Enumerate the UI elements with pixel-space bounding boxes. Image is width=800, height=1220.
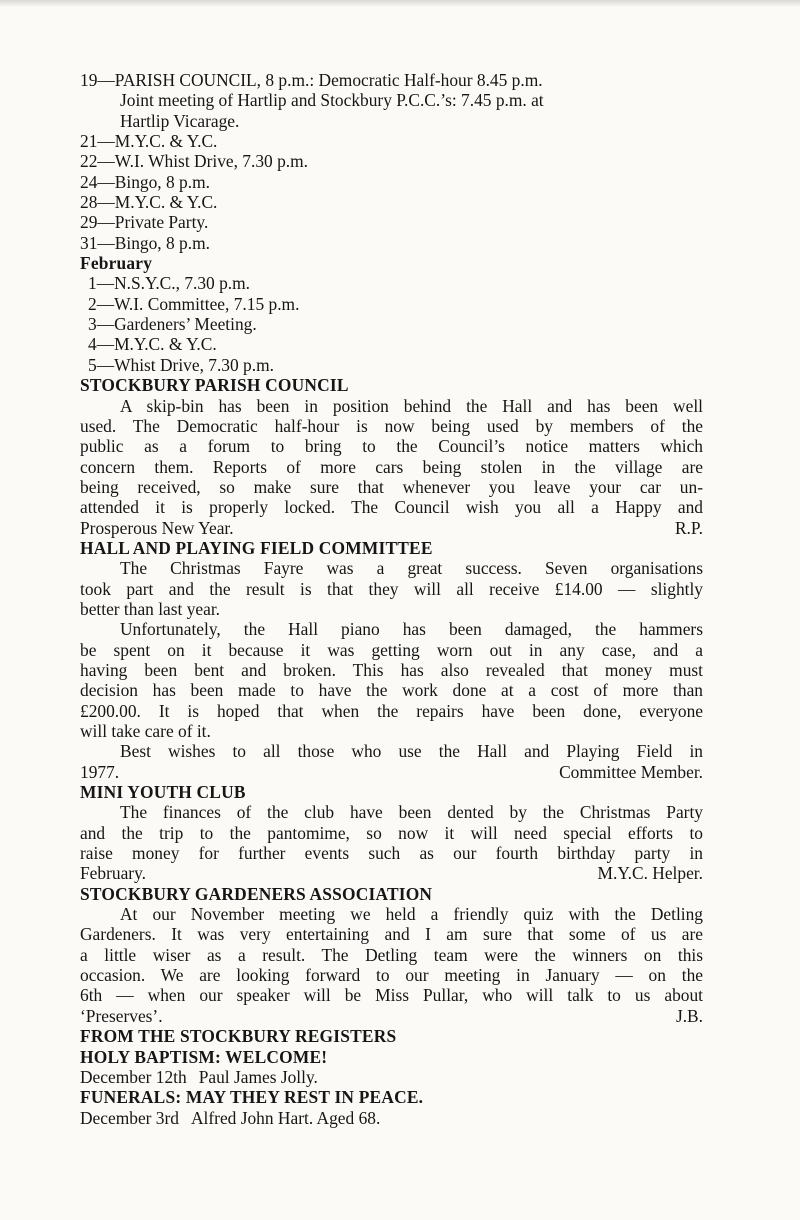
- text-line: concern them. Reports of more cars being stolen in the village are: [80, 456, 703, 477]
- section-heading: HALL AND PLAYING FIELD COMMITTEE: [80, 537, 433, 558]
- signature-row: [80, 1006, 703, 1026]
- calendar-line: 5—Whist Drive, 7.30 p.m.: [88, 354, 274, 375]
- subsection-heading: FUNERALS: MAY THEY REST IN PEACE.: [80, 1087, 424, 1108]
- signature: J.B.: [675, 1005, 703, 1026]
- text-line: a little wiser as a result. The Detling team were the winners on this: [80, 944, 703, 965]
- hall-paragraph-1: [80, 558, 703, 619]
- calendar-line: 2—W.I. Committee, 7.15 p.m.: [88, 293, 300, 314]
- text-line: February.: [80, 863, 146, 884]
- text-line: and the trip to the pantomime, so now it will need special efforts to: [80, 822, 703, 843]
- text-line: occasion. We are looking forward to our meeting in January — on the: [80, 965, 703, 986]
- hall-paragraph-2: [80, 619, 703, 741]
- calendar-line: Joint meeting of Hartlip and Stockbury P.C.C.’s: 7.45 p.m. at: [120, 90, 544, 111]
- text-line: having been bent and broken. This has also revealed that money must: [80, 659, 703, 680]
- signature-row: [80, 863, 703, 883]
- entry-name: Paul James Jolly.: [198, 1066, 318, 1087]
- entry-date: December 3rd: [80, 1107, 179, 1128]
- text-line: be spent on it because it was getting worn out in any case, and a: [80, 639, 703, 660]
- text-line: will take care of it.: [80, 721, 211, 741]
- calendar-line: 22—W.I. Whist Drive, 7.30 p.m.: [80, 151, 308, 172]
- entry-name: Alfred John Hart. Aged 68.: [190, 1107, 381, 1128]
- text-line: At our November meeting we held a friendly quiz with the Detling: [120, 904, 703, 925]
- signature-row: [80, 518, 703, 538]
- text-line: Prosperous New Year.: [80, 517, 234, 538]
- signature: M.Y.C. Helper.: [597, 863, 703, 884]
- parish-council-paragraph: [80, 396, 703, 518]
- text-line: being received, so make sure that whenever you leave your car un-: [80, 476, 703, 497]
- text-line: Best wishes to all those who use the Hall and Playing Field in: [120, 741, 703, 762]
- calendar-line: 29—Private Party.: [80, 212, 209, 233]
- youth-club-paragraph: [80, 802, 703, 863]
- subsection-heading: HOLY BAPTISM: WELCOME!: [80, 1046, 328, 1067]
- gardeners-paragraph: [80, 904, 703, 1006]
- calendar-line: 28—M.Y.C. & Y.C.: [80, 192, 218, 213]
- register-entry: [80, 1108, 703, 1128]
- text-line: took part and the result is that they will all receive £14.00 — slightly: [80, 578, 703, 599]
- text-line: The finances of the club have been dented by the Christmas Party: [120, 802, 703, 823]
- text-line: better than last year.: [80, 598, 221, 619]
- section-heading: STOCKBURY GARDENERS ASSOCIATION: [80, 883, 433, 904]
- register-entry: [80, 1067, 703, 1087]
- text-line: raise money for further events such as our fourth birthday party in: [80, 843, 703, 864]
- section-heading: MINI YOUTH CLUB: [80, 782, 246, 803]
- signature: Committee Member.: [559, 761, 703, 782]
- calendar-line: Hartlip Vicarage.: [120, 110, 240, 131]
- calendar-line: 21—M.Y.C. & Y.C.: [80, 131, 218, 152]
- section-heading: STOCKBURY PARISH COUNCIL: [80, 375, 349, 396]
- section-heading: FROM THE STOCKBURY REGISTERS: [80, 1026, 397, 1047]
- month-heading: February: [80, 253, 153, 274]
- calendar-line: 1—N.S.Y.C., 7.30 p.m.: [88, 273, 251, 294]
- newsletter-page: [80, 70, 703, 1128]
- entry-date: December 12th: [80, 1066, 187, 1087]
- calendar-line: 4—M.Y.C. & Y.C.: [88, 334, 217, 355]
- text-line: Unfortunately, the Hall piano has been damaged, the hammers: [120, 619, 703, 640]
- text-line: used. The Democratic half-hour is now being used by members of the: [80, 415, 703, 436]
- text-line: 1977.: [80, 761, 120, 782]
- text-line: decision has been made to have the work done at a cost of more than: [80, 680, 703, 701]
- text-line: A skip-bin has been in position behind the Hall and has been well: [120, 395, 703, 416]
- calendar-line: 3—Gardeners’ Meeting.: [88, 314, 257, 335]
- calendar-line: 19—PARISH COUNCIL, 8 p.m.: Democratic Half-hour 8.45 p.m.: [80, 70, 543, 90]
- text-line: ‘Preserves’.: [80, 1005, 163, 1026]
- hall-paragraph-3: [80, 741, 703, 761]
- calendar-line: 31—Bingo, 8 p.m.: [80, 232, 210, 253]
- text-line: attended it is properly locked. The Council wish you all a Happy and: [80, 497, 703, 518]
- calendar-line: 24—Bingo, 8 p.m.: [80, 171, 210, 192]
- text-line: public as a forum to bring to the Council’s notice matters which: [80, 436, 703, 457]
- text-line: The Christmas Fayre was a great success. Seven organisations: [120, 558, 703, 579]
- text-line: 6th — when our speaker will be Miss Pullar, who will talk to us about: [80, 985, 703, 1006]
- signature: R.P.: [674, 517, 703, 538]
- text-line: Gardeners. It was very entertaining and I am sure that some of us are: [80, 924, 703, 945]
- page-top-edge: [0, 0, 800, 7]
- signature-row: [80, 762, 703, 782]
- text-line: £200.00. It is hoped that when the repairs have been done, everyone: [80, 700, 703, 721]
